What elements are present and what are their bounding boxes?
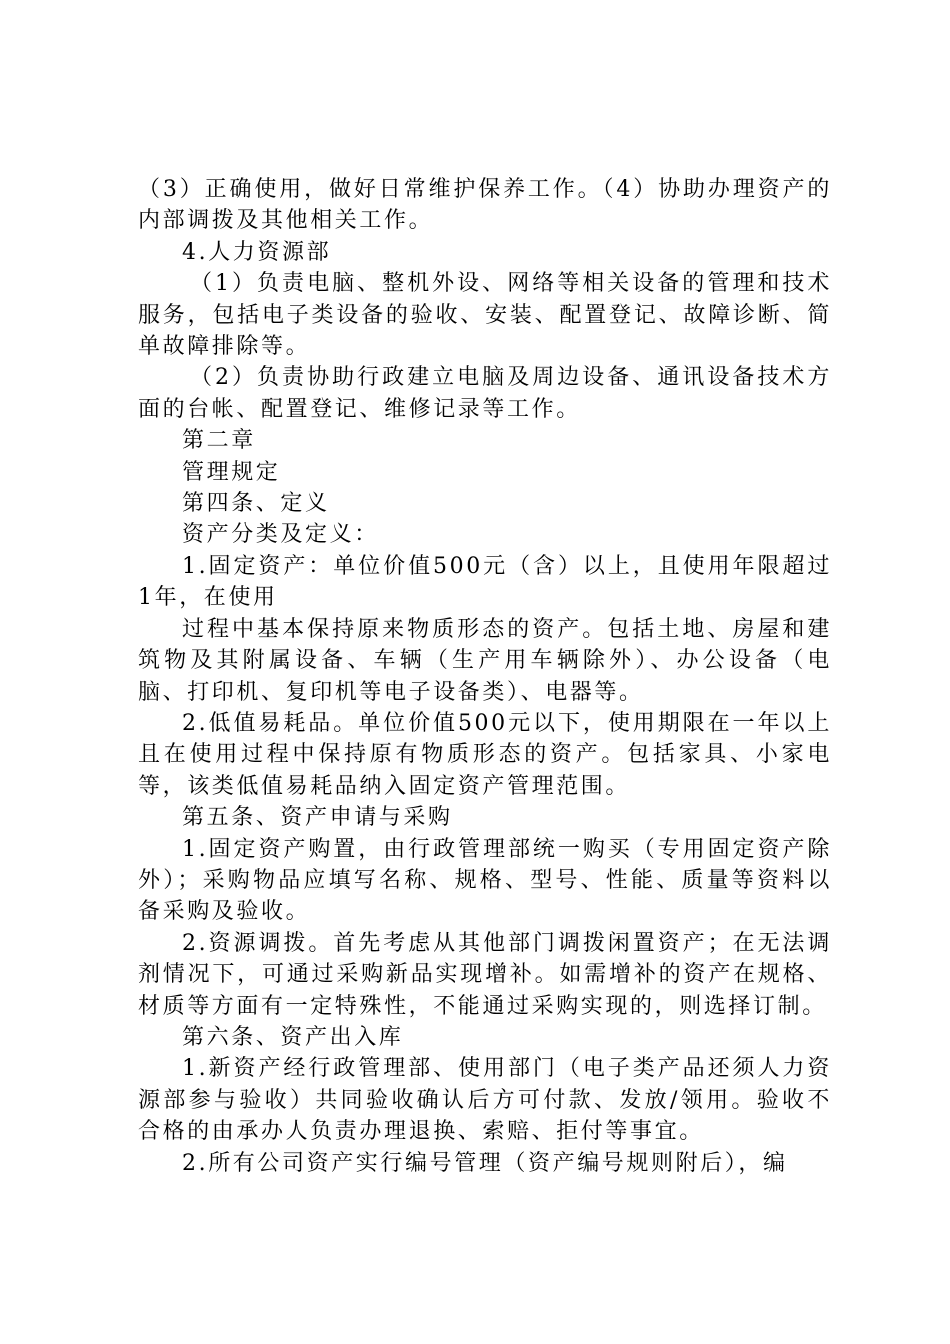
- paragraph: 2.资源调拨。首先考虑从其他部门调拨闲置资产；在无法调剂情况下，可通过采购新品实现增补。如需增补的资产在规格、材质等方面有一定特殊性，不能通过采购实现的，则选择订制。: [138, 930, 832, 1019]
- document-body: [138, 174, 832, 1179]
- article-heading: 第五条、资产申请与采购: [182, 805, 453, 831]
- chapter-title: 管理规定: [182, 459, 281, 485]
- paragraph: 资产分类及定义：: [182, 522, 379, 548]
- paragraph: 1.固定资产：单位价值500元（含）以上，且使用年限超过1年，在使用: [138, 553, 832, 611]
- paragraph: （3）正确使用，做好日常维护保养工作。（4）协助办理资产的内部调拨及其他相关工作。: [138, 177, 832, 234]
- section-heading: 4.人力资源部: [182, 239, 332, 265]
- paragraph: 1.固定资产购置，由行政管理部统一购买（专用固定资产除外）；采购物品应填写名称、规格、型号、性能、质量等资料以备采购及验收。: [138, 836, 832, 925]
- paragraph: 1.新资产经行政管理部、使用部门（电子类产品还须人力资源部参与验收）共同验收确认后方可付款、发放/领用。验收不合格的由承办人负责办理退换、索赔、拒付等事宜。: [138, 1056, 832, 1145]
- article-heading: 第四条、定义: [182, 491, 330, 517]
- paragraph: 2.低值易耗品。单位价值500元以下，使用期限在一年以上且在使用过程中保持原有物质形态的资产。包括家具、小家电等，该类低值易耗品纳入固定资产管理范围。: [138, 710, 832, 799]
- article-heading: 第六条、资产出入库: [182, 1024, 404, 1050]
- paragraph: （1）负责电脑、整机外设、网络等相关设备的管理和技术服务，包括电子类设备的验收、安装、配置登记、故障诊断、简单故障排除等。: [138, 271, 832, 360]
- paragraph: 2.所有公司资产实行编号管理（资产编号规则附后），编: [182, 1150, 788, 1176]
- paragraph: 过程中基本保持原来物质形态的资产。包括土地、房屋和建筑物及其附属设备、车辆（生产用车辆除外）、办公设备（电脑、打印机、复印机等电子设备类）、电器等。: [138, 616, 832, 705]
- chapter-heading: 第二章: [182, 428, 256, 454]
- paragraph: （2）负责协助行政建立电脑及周边设备、通讯设备技术方面的台帐、配置登记、维修记录等工作。: [138, 365, 832, 422]
